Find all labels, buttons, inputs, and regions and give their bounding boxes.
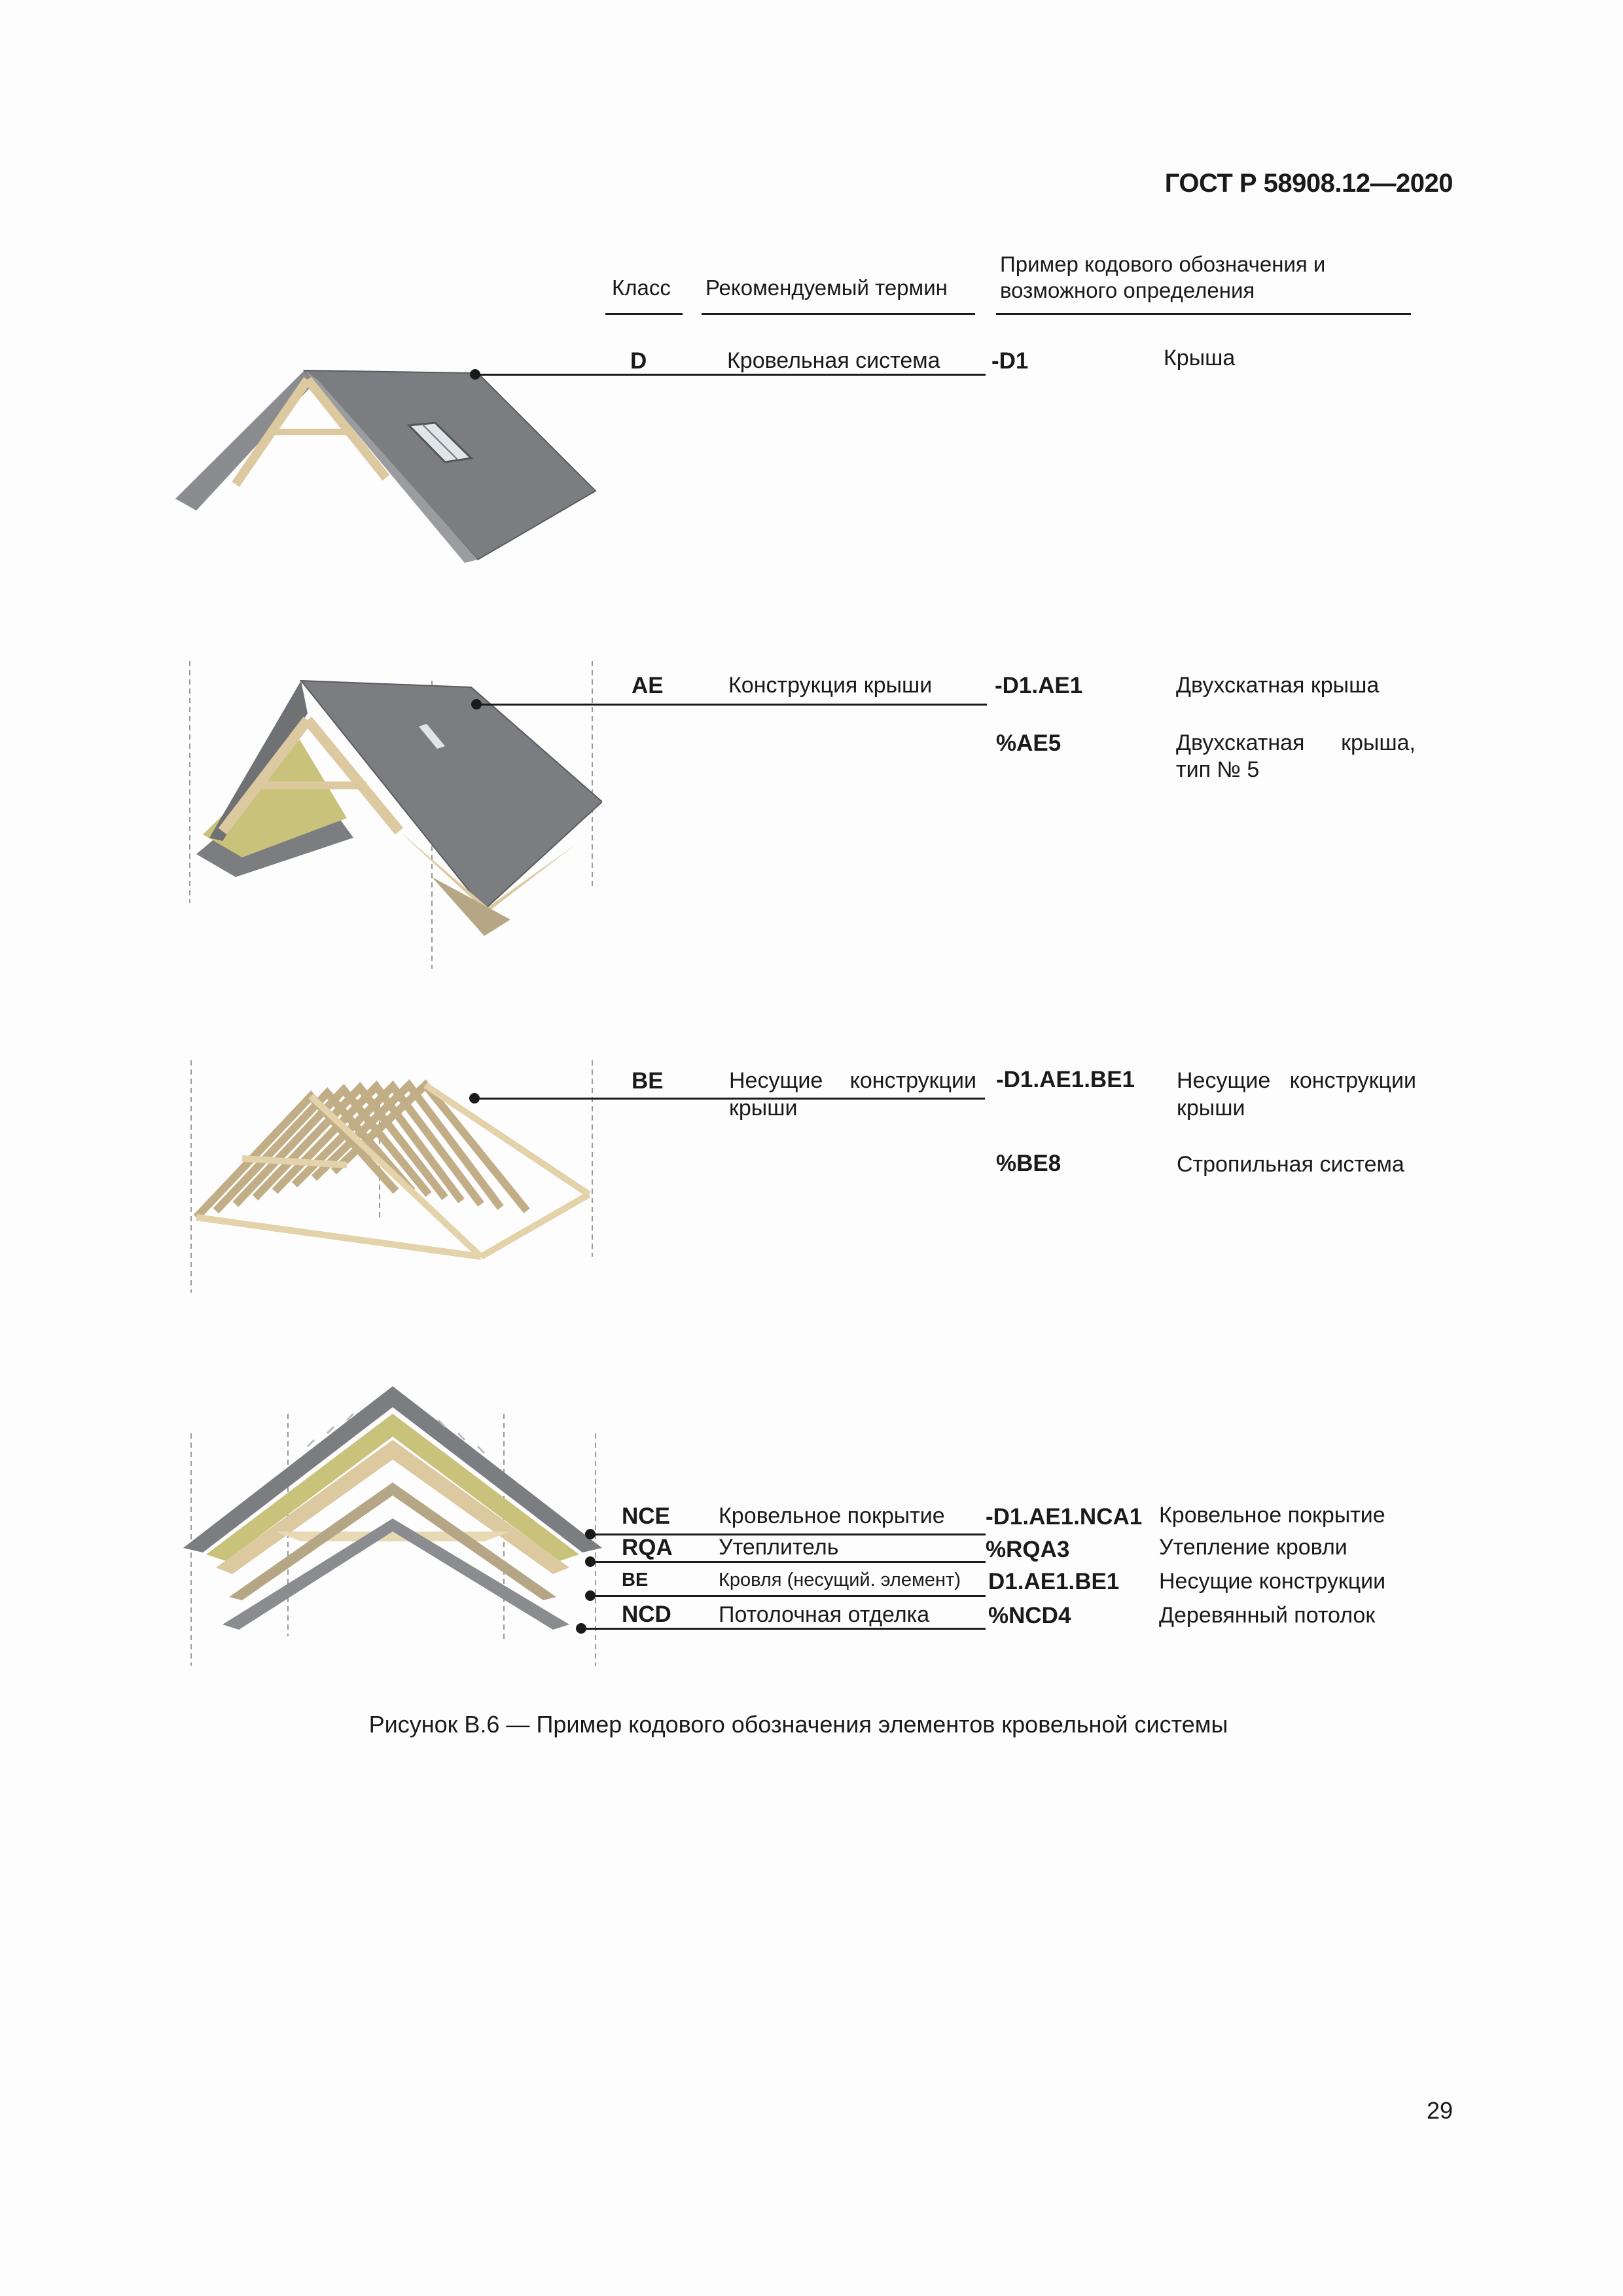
layered-roof-illustration — [177, 1381, 602, 1669]
row-be-definition-1-word-2: конструкции — [1289, 1068, 1416, 1093]
column-heading-class: Класс — [612, 276, 671, 300]
roof-system-illustration — [170, 353, 602, 569]
row-be-code-1: -D1.AE1.BE1 — [996, 1067, 1135, 1092]
row-nce-class: NCE — [622, 1503, 670, 1529]
row-be2-term: Кровля (несущий. элемент) — [719, 1570, 961, 1590]
column-heading-rule — [996, 313, 1411, 315]
row-ae-code-2: %AE5 — [996, 730, 1061, 756]
row-rqa-definition: Утепление кровли — [1159, 1535, 1347, 1560]
row-d-definition: Крыша — [1164, 346, 1236, 370]
column-heading-example-line1: Пример кодового обозначения и — [1000, 252, 1326, 276]
row-ae-definition-2-word-2: крыша, — [1341, 730, 1416, 755]
row-be-term-word-1: Несущие — [729, 1068, 823, 1093]
row-be-term-word-2: конструкции — [849, 1068, 976, 1093]
row-be-definition-2: Стропильная система — [1177, 1152, 1404, 1177]
row-be2-class: BE — [622, 1570, 649, 1590]
row-ae-definition-2-word-1: Двухскатная — [1176, 730, 1305, 755]
column-heading-rule — [605, 313, 683, 315]
page-number: 29 — [1426, 2097, 1453, 2124]
row-ae-class: AE — [632, 673, 664, 698]
row-d-term: Кровельная система — [727, 348, 940, 373]
row-d-code: -D1 — [991, 348, 1029, 374]
row-be2-code: D1.AE1.BE1 — [988, 1569, 1120, 1594]
leader-line — [476, 704, 987, 706]
row-ae-definition-2-line-2: тип № 5 — [1176, 757, 1260, 782]
leader-line — [590, 1561, 986, 1563]
row-nce-term: Кровельное покрытие — [719, 1503, 945, 1528]
row-ncd-class: NCD — [622, 1602, 671, 1627]
column-heading-example-line2: возможного определения — [1000, 278, 1255, 302]
column-heading-term: Рекомендуемый термин — [705, 276, 948, 300]
row-be-definition-1-word-1: Несущие — [1177, 1068, 1271, 1093]
row-ae-definition-2 — [1176, 730, 1416, 756]
row-be-code-2: %BE8 — [996, 1151, 1061, 1176]
row-ncd-term: Потолочная отделка — [719, 1602, 930, 1627]
row-ncd-definition: Деревянный потолок — [1159, 1603, 1376, 1628]
row-ae-definition-1: Двухскатная крыша — [1176, 673, 1380, 698]
leader-line — [581, 1628, 986, 1630]
row-rqa-class: RQA — [622, 1535, 673, 1560]
row-be-definition-1-line-1 — [1177, 1068, 1416, 1094]
row-be-definition-1-line-2: крыши — [1177, 1096, 1245, 1121]
row-be-term-line-1 — [729, 1068, 976, 1094]
row-ncd-code: %NCD4 — [988, 1603, 1071, 1628]
row-ae-term: Конструкция крыши — [728, 673, 933, 698]
row-rqa-code: %RQA3 — [986, 1537, 1070, 1562]
row-nce-code: -D1.AE1.NCA1 — [986, 1504, 1143, 1530]
roof-construction-illustration — [183, 661, 602, 975]
truss-illustration — [183, 1060, 602, 1296]
row-d-class: D — [630, 348, 647, 374]
row-be-class: BE — [632, 1068, 664, 1094]
figure-caption: Рисунок В.6 — Пример кодового обозначения элементов кровельной системы — [368, 1711, 1228, 1738]
leader-line — [475, 374, 986, 376]
row-be2-definition: Несущие конструкции — [1159, 1569, 1386, 1594]
row-rqa-term: Утеплитель — [719, 1535, 839, 1560]
row-be-term-line-2: крыши — [729, 1096, 798, 1121]
document-id: ГОСТ Р 58908.12—2020 — [1164, 169, 1453, 198]
row-nce-definition: Кровельное покрытие — [1159, 1503, 1385, 1528]
leader-line — [590, 1595, 986, 1597]
column-heading-rule — [702, 313, 975, 315]
row-ae-code-1: -D1.AE1 — [995, 673, 1083, 698]
